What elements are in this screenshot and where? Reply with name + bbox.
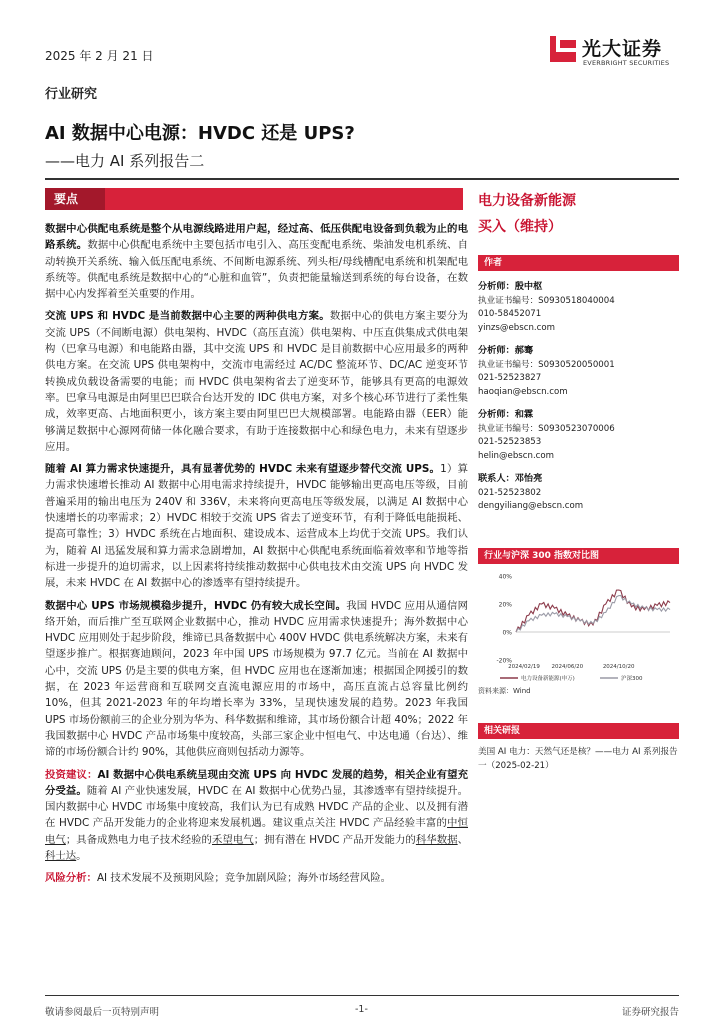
index-comparison-chart	[478, 568, 679, 686]
analyst-email[interactable]: haoqian@ebscn.com	[478, 386, 568, 397]
contact-name: 邓怡亮	[514, 473, 543, 484]
footer-divider	[45, 995, 679, 996]
analyst-phone: 010-58452071	[478, 309, 542, 319]
contact-role: 联系人：	[478, 473, 515, 484]
series-line	[516, 595, 670, 632]
rating: 买入（维持）	[478, 219, 562, 235]
analyst-card	[478, 280, 679, 335]
analyst-email[interactable]: yinzs@ebscn.com	[478, 322, 555, 333]
authors-section-bar: 作者	[478, 255, 679, 271]
logo-chinese-name: 光大证券	[582, 38, 663, 60]
paragraph-body: 1）算力需求快速增长推动 AI 数据中心用电需求持续提升，HVDC 能够输出更高电压等级，目前普遍采用的输出电压为 240V 和 336V，未来将向更高电压等级发展，以满足 AI 数据中心快速增长的功率需求；2）HVDC 相较于交流 UPS 省去了逆变环节，有利于降低电能损耗、提高可靠性；3）HVDC 系统在占地面积、建设成本、运营成本上均优于交流 UPS。我们认为，随着 AI 迅猛发展和算力需求急剧增加，AI 数据中心供配电系统面临着效率和节地等指标进一步提升的迫切需求，以上因素将持续推动数据中心供电技术由交流 UPS 向 HVDC 发展，未来 HVDC 在 AI 数据中心的渗透率有望持续提升。	[45, 463, 468, 590]
sidebar	[478, 190, 679, 773]
analyst-phone: 021-52523853	[478, 437, 542, 447]
related-section-bar: 相关研报	[478, 723, 679, 739]
analyst-name: 和霖	[514, 409, 534, 420]
industry-name: 电力设备新能源	[478, 193, 576, 209]
report-subtitle: ——电力 AI 系列报告二	[45, 152, 205, 170]
summary-body	[45, 221, 468, 893]
logo-english-name: EVERBRIGHT SECURITIES	[583, 59, 670, 67]
logo-mark-icon	[548, 34, 578, 64]
investment-label: 投资建议：	[45, 768, 98, 781]
report-title: AI 数据中心电源：HVDC 还是 UPS?	[45, 123, 355, 144]
analyst-cert: 执业证书编号：S0930520050001	[478, 359, 615, 370]
analyst-card	[478, 408, 679, 463]
contact-card	[478, 472, 679, 514]
related-report-link[interactable]: 美国 AI 电力：天然气还是核？——电力 AI 系列报告一（2025-02-21）	[478, 746, 678, 771]
x-tick-label: 2024/06/20	[551, 663, 584, 670]
company-link-zhongheng[interactable]: 中恒电气	[45, 817, 468, 846]
analyst-role: 分析师：	[478, 281, 515, 292]
series-line	[516, 590, 670, 632]
paragraph-lead: 随着 AI 算力需求快速提升，具有显著优势的 HVDC 未来有望逐步替代交流 UPS。	[45, 463, 441, 476]
analyst-role: 分析师：	[478, 345, 515, 356]
footer-disclaimer: 敬请参阅最后一页特别声明	[45, 1007, 160, 1018]
chart-svg	[478, 568, 679, 686]
chart-source: 资料来源：Wind	[478, 686, 531, 695]
investment-text: 随着 AI 产业快速发展，HVDC 在 AI 数据中心优势凸显，其渗透率有望持续提升。国内数据中心 HVDC 市场集中度较高，我们认为已有成熟 HVDC 产品的企业、以及拥有潜在 HVDC 产品开发能力的企业将迎来发展机遇。建议重点关注 HVDC 产品经验丰富的	[45, 784, 468, 830]
summary-section-bar	[45, 188, 463, 210]
investment-text: ；拥有潜在 HVDC 产品开发能力的	[253, 833, 416, 846]
summary-section-label: 要点	[45, 188, 105, 210]
analyst-card	[478, 344, 679, 399]
summary-paragraph	[45, 308, 468, 455]
paragraph-lead: 交流 UPS 和 HVDC 是当前数据中心主要的两种供电方案。	[45, 310, 330, 323]
investment-text: ；具备成熟电力电子技术经验的	[65, 833, 212, 846]
y-tick-label: 40%	[498, 573, 512, 580]
paragraph-lead: 数据中心供配电系统是整个从电源线路进用户起，经过高、低压供配电设备到负载为止的电路系统。	[45, 223, 468, 252]
footer-report-type: 证券研究报告	[621, 1007, 679, 1018]
company-link-kehua[interactable]: 科华数据	[415, 833, 458, 846]
risk-label: 风险分析：	[45, 872, 97, 885]
investment-advice	[45, 767, 468, 865]
contact-phone: 021-52523802	[478, 487, 542, 498]
legend-label: 沪深300	[621, 675, 643, 682]
summary-paragraph	[45, 598, 468, 761]
y-tick-label: 20%	[498, 601, 512, 608]
summary-paragraph	[45, 221, 468, 302]
x-tick-label: 2024/10/20	[602, 663, 635, 670]
legend-label: 电力设备新能源(申万)	[521, 675, 575, 682]
y-tick-label: -20%	[496, 657, 512, 664]
page-number: -1-	[355, 1004, 368, 1015]
header-divider	[45, 178, 679, 180]
report-date: 2025 年 2 月 21 日	[45, 49, 154, 63]
analyst-phone: 021-52523827	[478, 373, 542, 383]
company-link-hewang[interactable]: 禾望电气	[212, 833, 254, 846]
analyst-role: 分析师：	[478, 409, 515, 420]
company-link-kstar[interactable]: 科士达	[45, 849, 77, 862]
paragraph-body: 我国 HVDC 应用从通信网络开始，而后推广至互联网企业数据中心，推动 HVDC 应用需求快速提升；海外数据中心 HVDC 应用则处于起步阶段，维谛已具备数据中心 400V HVDC 供电系统解决方案，未来有望逐步推广。根据赛迪顾问，2023 年中国 UPS 市场规模为 97.7 亿元。当前在 AI 数据中心中，交流 UPS 仍是主要的供电方案，但 HVDC 应用也在逐渐加速；根据国企网援引的数据，在 2023 年运营商和互联网交直流电源应用的市场中，高压直流占总容量比例约 10%，但其 2021-2023 年的年均增长率为 33%，呈现快速发展的趋势。2023 年我国 UPS 市场份额前三的企业分别为华为、科华数据和维谛，其市场份额合计超 40%；2022 年我国数据中心 HVDC 产品市场集中度较高，头部三家企业中恒电气、中达电通（台达）、维谛的市场份额合计约 90%，其他供应商则包括动力源等。	[45, 599, 468, 759]
analyst-email[interactable]: helin@ebscn.com	[478, 450, 555, 461]
company-logo	[548, 34, 688, 74]
contact-email[interactable]: dengyiliang@ebscn.com	[478, 501, 584, 511]
paragraph-body: 数据中心的供电方案主要分为交流 UPS（不间断电源）供电架构、HVDC（高压直流）供电架构、中压直供集成式供电架构（巴拿马电源）和电能路由器，其中交流 UPS 和 HVDC 是目前数据中心应用最多的两种供电方案。在交流 UPS 供电架构中，交流市电需经过 AC/DC 整流环节、DC/AC 逆变环节转换成负载设备需要的电能；而 HVDC 供电架构省去了逆变环节，能够具有更高的电源效率。巴拿马电源是由阿里巴巴联合台达开发的 IDC 供电方案，对多个核心环节进行了柔性集成，效率更高、占地面积更小，该方案主要由阿里巴巴大规模部署。电能路由器（EER）能够满足数据中心源网荷储一体化融合要求，有助于连接数据中心和绿色电力，未来有望逐步应用。	[45, 310, 469, 453]
chart-section-bar: 行业与沪深 300 指数对比图	[478, 548, 679, 564]
analyst-name: 殷中枢	[514, 281, 543, 292]
risk-analysis	[45, 870, 468, 886]
investment-separator: 、	[457, 833, 469, 846]
paragraph-lead: 数据中心 UPS 市场规模稳步提升，HVDC 仍有较大成长空间。	[45, 599, 347, 612]
report-category: 行业研究	[45, 87, 98, 102]
x-tick-label: 2024/02/19	[508, 663, 540, 670]
investment-lead: AI 数据中心供电系统呈现由交流 UPS 向 HVDC 发展的趋势，相关企业有望充分受益。	[45, 768, 468, 797]
risk-text: AI 技术发展不及预期风险；竞争加剧风险；海外市场经营风险。	[96, 872, 391, 885]
analyst-cert: 执业证书编号：S0930518040004	[478, 295, 615, 306]
summary-paragraph	[45, 461, 468, 591]
analyst-cert: 执业证书编号：S0930523070006	[478, 423, 615, 434]
paragraph-body: 数据中心供配电系统中主要包括市电引入、高压变配电系统、柴油发电机系统、自动转换开关系统、输入低压配电系统、不间断电源系统、列头柜/母线槽配电系统和机架配电系统等。供配电系统是数据中心的“心脏和血管”，负责把能量输送到系统的每台设备，在数据中心内发挥着至关重要的作用。	[45, 239, 469, 301]
investment-end: 。	[76, 849, 87, 862]
y-tick-label: 0%	[502, 629, 512, 636]
analyst-name: 郝骞	[514, 345, 534, 356]
